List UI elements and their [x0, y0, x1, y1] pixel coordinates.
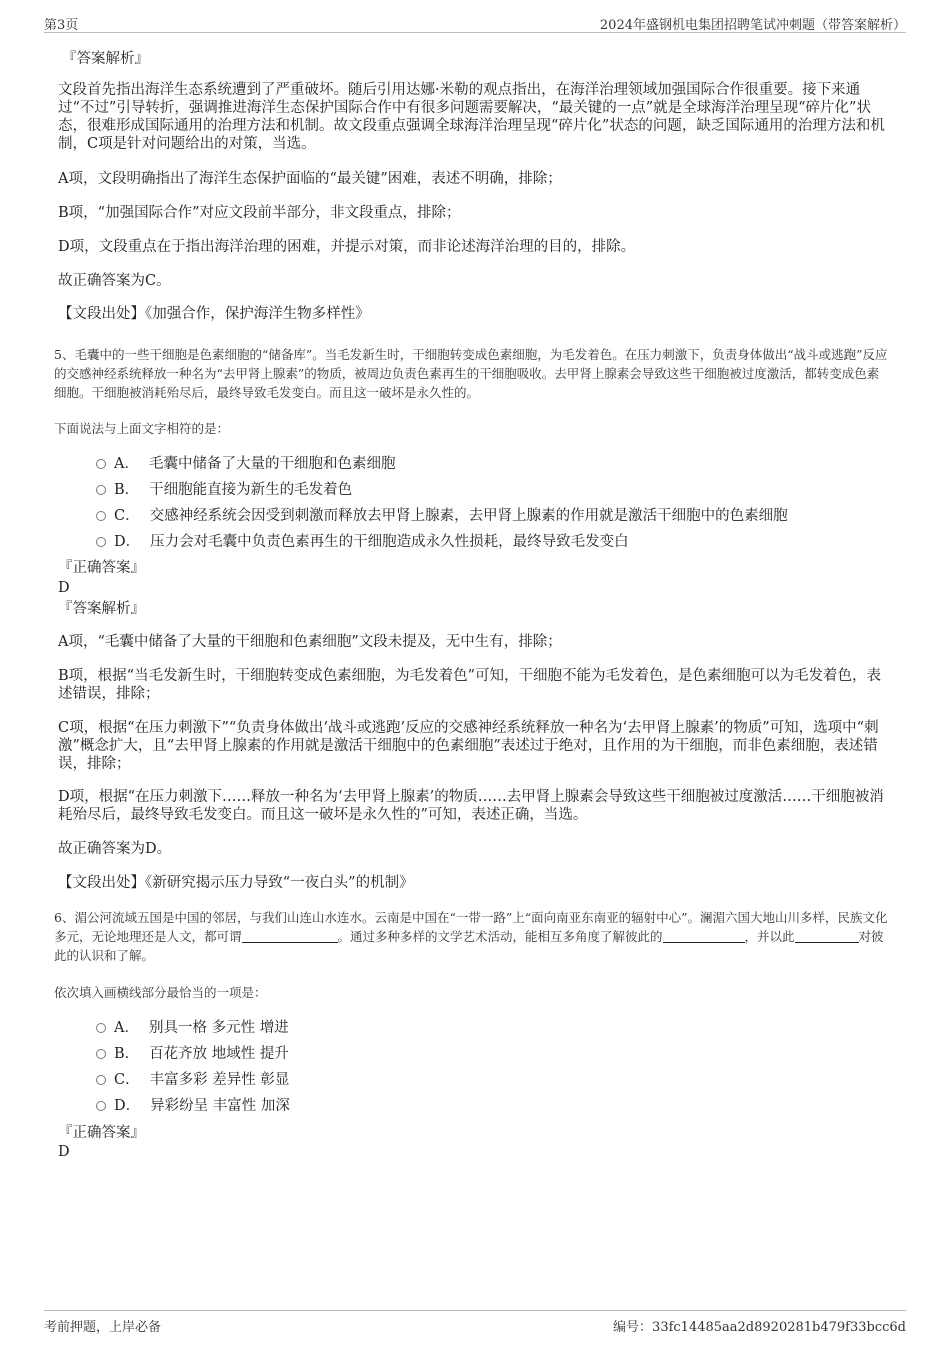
radio-icon[interactable]	[96, 459, 106, 469]
q6-option-d[interactable]: D． 异彩纷呈 丰富性 加深	[96, 1097, 290, 1115]
radio-icon[interactable]	[96, 1101, 106, 1111]
q4-analysis-label: 『答案解析』	[62, 51, 149, 67]
radio-icon[interactable]	[96, 485, 106, 495]
page-footer	[44, 1310, 906, 1333]
page-header	[44, 14, 906, 33]
q6-answer-label: 『正确答案』	[58, 1125, 145, 1141]
q5-prompt: 下面说法与上面文字相符的是：	[54, 421, 230, 436]
q5-option-b-analysis: B项，根据“当毛发新生时，干细胞转变成色素细胞，为毛发着色”可知，干细胞不能为毛发着色，是色素细胞可以为毛发着色，表述错误，排除；	[58, 668, 881, 702]
radio-icon[interactable]	[96, 1075, 106, 1085]
q5-option-a-analysis: A项，“毛囊中储备了大量的干细胞和色素细胞”文段未提及，无中生有，排除；	[58, 634, 562, 650]
q5-stem: 5、毛囊中的一些干细胞是色素细胞的“储备库”。当毛发新生时，干细胞转变成色素细胞，为毛发着色。在压力刺激下，负责身体做出“战斗或逃跑”反应的交感神经系统释放一种名为“去甲肾上腺素”的物质，被周边负责色素再生的干细胞吸收。去甲肾上腺素会导致这些干细胞被过度激活，都转变成色素细胞。干细胞被消耗殆尽后，最终导致毛发变白。而且这一破坏是永久性的。	[54, 347, 888, 400]
q5-option-b[interactable]: B． 干细胞能直接为新生的毛发着色	[96, 481, 352, 499]
q6-answer: D	[58, 1144, 70, 1160]
radio-icon[interactable]	[96, 1049, 106, 1059]
q5-option-d[interactable]: D． 压力会对毛囊中负责色素再生的干细胞造成永久性损耗，最终导致毛发变白	[96, 533, 629, 551]
q5-analysis-label: 『答案解析』	[58, 601, 145, 617]
q5-answer-label: 『正确答案』	[58, 560, 145, 576]
page-number: 第3页	[44, 18, 79, 33]
q4-option-b-analysis: B项，“加强国际合作”对应文段前半部分，非文段重点，排除；	[58, 205, 461, 221]
q6-option-c[interactable]: C． 丰富多彩 差异性 彰显	[96, 1071, 289, 1089]
q6-blank-3	[795, 930, 859, 943]
q5-option-d-analysis: D项，根据“在压力刺激下……释放一种名为‘去甲肾上腺素’的物质……去甲肾上腺素会导致这些干细胞被过度激活……干细胞被消耗殆尽后，最终导致毛发变白。而且这一破坏是永久性的”可知，表述正确，当选。	[58, 789, 884, 823]
q5-source: 【文段出处】《新研究揭示压力导致“一夜白头”的机制》	[58, 875, 414, 891]
q5-option-a[interactable]: A． 毛囊中储备了大量的干细胞和色素细胞	[96, 455, 395, 473]
q6-blank-1	[242, 930, 338, 943]
q5-conclusion: 故正确答案为D。	[58, 841, 172, 857]
q4-option-a-analysis: A项，文段明确指出了海洋生态保护面临的“最关键”困难，表述不明确，排除；	[58, 171, 562, 187]
q4-conclusion: 故正确答案为C。	[58, 273, 171, 289]
q5-answer: D	[58, 580, 70, 596]
radio-icon[interactable]	[96, 511, 106, 521]
radio-icon[interactable]	[96, 1023, 106, 1033]
q6-prompt: 依次填入画横线部分最恰当的一项是：	[54, 985, 267, 1000]
q6-option-b[interactable]: B． 百花齐放 地域性 提升	[96, 1045, 289, 1063]
footer-slogan: 考前押题，上岸必备	[44, 1320, 162, 1335]
document-title: 2024年盛钢机电集团招聘笔试冲刺题（带答案解析）	[599, 18, 906, 33]
q4-analysis-text: 文段首先指出海洋生态系统遭到了严重破坏。随后引用达娜·米勒的观点指出，在海洋治理领域加强国际合作很重要。接下来通过“不过”引导转折，强调推进海洋生态保护国际合作中有很多问题需要解决，“最关键的一点”就是全球海洋治理呈现“碎片化”状态，很难形成国际通用的治理方法和机制。故文段重点强调全球海洋治理呈现“碎片化”状态的问题，缺乏国际通用的治理方法和机制，C项是针对问题给出的对策，当选。	[58, 82, 885, 152]
document-code: 编号：33fc14485aa2d8920281b479f33bcc6d	[613, 1320, 906, 1335]
q6-option-a[interactable]: A． 别具一格 多元性 增进	[96, 1019, 289, 1037]
q6-stem: 6、湄公河流域五国是中国的邻居，与我们山连山水连水。云南是中国在“一带一路”上“面向南亚东南亚的辐射中心”。澜湄六国大地山川多样，民族文化多元，无论地理还是人文，都可谓 。通过多种多样的文学艺术活动，能相互多角度了解彼此的 ，并以此 对彼此的认识和了解。	[54, 910, 888, 963]
radio-icon[interactable]	[96, 537, 106, 547]
q5-option-c-analysis: C项，根据“在压力刺激下”“负责身体做出‘战斗或逃跑’反应的交感神经系统释放一种名为‘去甲肾上腺素’的物质”可知，选项中“刺激”概念扩大，且“去甲肾上腺素的作用就是激活干细胞中的色素细胞”表述过于绝对，且作用的为干细胞，而非色素细胞，表述错误，排除；	[58, 720, 879, 772]
q4-option-d-analysis: D项，文段重点在于指出海洋治理的困难，并提示对策，而非论述海洋治理的目的，排除。	[58, 239, 636, 255]
q5-option-c[interactable]: C． 交感神经系统会因受到刺激而释放去甲肾上腺素，去甲肾上腺素的作用就是激活干细胞中的色素细胞	[96, 507, 788, 525]
q6-blank-2	[663, 930, 745, 943]
q4-source: 【文段出处】《加强合作，保护海洋生物多样性》	[58, 306, 370, 322]
